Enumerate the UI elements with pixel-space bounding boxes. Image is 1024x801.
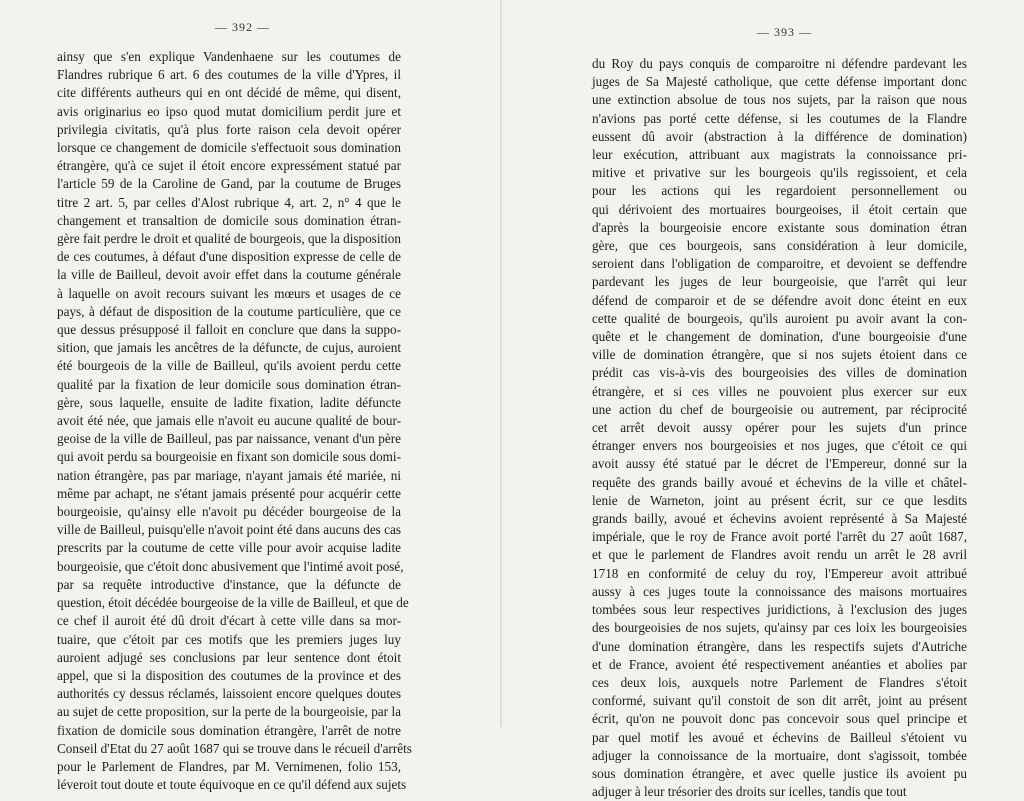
text-line: quête et le changement de domination, d'une bourgeoisie d'une: [592, 329, 967, 345]
text-line: été bourgeois de la ville de Bailleul, qu'ils avoient perdu cette: [57, 358, 401, 374]
text-line: cet arrêt devoit aussy opérer pour les sujets d'un prince: [592, 420, 967, 436]
text-line: fixation de domicile sous domination étrangère, l'arrêt de notre: [57, 722, 401, 738]
text-line: par quel motif les avoué et échevins de Bailleul s'étoient vu: [592, 729, 967, 745]
text-line: requête des grands bailly avoué et échevins de la ville et châtel-: [592, 474, 967, 490]
text-line: étrangère, qu'à ce sujet il étoit encore expressément statué par: [57, 158, 401, 174]
text-line: qui avoit perdu sa bourgeoisie en fixant son domicile sous domi-: [57, 449, 401, 465]
text-line: étrangère, et si ces villes ne pouvoient plus exercer sur eux: [592, 383, 967, 399]
text-line: appel, que si la disposition des coutumes de la province et des: [57, 667, 401, 683]
text-line: à laquelle on avoit recours suivant les mœurs et usages de ce: [57, 285, 401, 301]
text-line: titre 2 art. 5, par celles d'Alost rubrique 4, art. 2, n° 4 que le: [57, 194, 401, 210]
text-line: pour le Parlement de Flandres, par M. Vernimenen, folio 153,: [57, 758, 401, 774]
text-line: gère, que ces bourgeois, sans considération à leur domicile,: [592, 238, 967, 254]
text-line: adjuger à leur trésorier des droits sur icelles, tandis que tout: [592, 784, 907, 800]
text-line: ce chef il auroit été dû droit d'écart à cette ville dans sa mor-: [57, 613, 401, 629]
text-line: 1718 en conformité de celuy du roy, l'Empereur avoit attribué: [592, 565, 967, 581]
text-line: gère, sous laquelle, ensuite de ladite fixation, ladite défuncte: [57, 394, 401, 410]
text-line: geoise de la ville de Bailleul, pas par naissance, venant d'un père: [57, 431, 401, 447]
text-line: ville de domination étrangère, que si nos sujets étoient dans ce: [592, 347, 967, 363]
text-line: bourgeoisie, que c'étoit donc abusivement que l'intimé avoit posé,: [57, 558, 404, 574]
text-line: des bourgeoisies de nos sujets, qu'ainsy par ces loix les bourgeoisies: [592, 620, 967, 636]
text-line: impériale, que le roy de France avoit porté l'arrêt du 27 août 1687,: [592, 529, 967, 545]
text-line: leur exécution, attribuant aux magistrats la connoissance pri-: [592, 147, 967, 163]
text-line: pardevant les juges de leur bourgeoisie, que l'arrêt qui leur: [592, 274, 967, 290]
text-line: ville de Bailleul, puisqu'elle n'avoit point été dans aucuns des cas: [57, 522, 401, 538]
text-line: et que le parlement de Flandres avoit rendu un arrêt le 28 avril: [592, 547, 967, 563]
text-line: question, étoit décédée bourgeoise de la ville de Bailleul, et que de: [57, 595, 409, 611]
text-line: sition, que jamais les ancêtres de la défuncte, de cujus, auroient: [57, 340, 401, 356]
text-line: grands bailly, avoué et échevins avoient représenté à Sa Majesté: [592, 511, 967, 527]
text-line: Flandres rubrique 6 art. 6 des coutumes de la ville d'Ypres, il: [57, 67, 401, 83]
text-line: bourgeoisie, qu'ainsy elle n'avoit pu décéder bourgeoise de la: [57, 504, 401, 520]
text-line: privilegia civitatis, qu'à plus forte raison cela devoit opérer: [57, 121, 401, 137]
text-line: d'après la bourgeoisie encore existante sous domination étran: [592, 219, 967, 235]
text-line: du Roy du pays conquis de comparoitre ni défendre pardevant les: [592, 56, 967, 71]
text-line: aussy à ces juges toute la connoissance des maisons mortuaires: [592, 583, 967, 599]
text-line: une action du chef de bourgeoisie ou autrement, par réciprocité: [592, 401, 967, 417]
text-line: écrit, qu'on ne pouvoit donc pas concevoir sous quel principe et: [592, 711, 967, 727]
text-line: avoit été née, que jamais elle n'avoit eu aucune qualité de bour-: [57, 413, 401, 429]
text-line: auroient adjugé ses conclusions par leur sentence dont étoit: [57, 649, 401, 665]
text-line: par sa requête introductive d'instance, que la défuncte de: [57, 576, 401, 592]
text-line: et de France, avoient été respectivement anéanties et abolies par: [592, 656, 967, 672]
right-page-number: — 393 —: [757, 25, 812, 39]
text-line: l'article 59 de la Caroline de Gand, par la coutume de Bruges: [57, 176, 401, 192]
text-line: avis originarius eo ipso quod mutat domicilium perdit jure et: [57, 103, 401, 119]
text-line: prédit cas vis-à-vis des bourgeoisies des villes de domination: [592, 365, 967, 381]
text-line: prescrits par la coutume de cette ville pour avoir acquise ladite: [57, 540, 401, 556]
text-line: adjuger la connoissance de la mortuaire, dont s'agissoit, tombée: [592, 747, 967, 763]
text-line: qualité par la fixation de leur domicile sous domination étran-: [57, 376, 401, 392]
right-page: [502, 0, 1024, 800]
left-page-number: — 392 —: [215, 20, 270, 34]
right-page-text: [592, 55, 967, 801]
text-line: cite différents autheurs qui en ont décidé de même, qui disent,: [57, 85, 401, 101]
text-line: au sujet de cette proposition, sur la perte de la bourgeoisie, par la: [57, 704, 401, 720]
text-line: eussent dû avoir (abstraction à la différence de domination): [592, 128, 967, 144]
text-line: pour les actions qui les regardoient personnellement ou: [592, 183, 967, 199]
left-page-text: [57, 48, 412, 794]
text-line: étranger envers nos bourgeoisies et nos juges, que c'étoit ce qui: [592, 438, 967, 454]
text-line: la ville de Bailleul, devoit avoir effet dans la coutume générale: [57, 267, 401, 283]
text-line: seroient dans l'obligation de comparoitre, et devoient se deffendre: [592, 256, 967, 272]
text-line: une extinction absolue de tous nos sujets, par la raison que nous: [592, 92, 967, 108]
text-line: tuaire, que c'étoit par ces motifs que les premiers juges luy: [57, 631, 401, 647]
text-line: authorités cy dessus réclamés, laissoient encore quelques doutes: [57, 686, 401, 702]
text-line: défend de comparoir et de se défendre avoit donc éteint en eux: [592, 292, 967, 308]
text-line: nation étrangère, pas par mariage, n'ayant jamais été mariée, ni: [57, 467, 401, 483]
text-line: changement et transaltion de domicile sous domination étran-: [57, 212, 401, 228]
text-line: juges de Sa Majesté catholique, que cette défense important donc: [592, 74, 967, 90]
text-line: que dessus présupposé il falloit en conclure que dans la suppo-: [57, 322, 401, 338]
text-line: lorsque ce changement de domicile s'effectuoit sous domination: [57, 140, 401, 156]
text-line: lenie de Warneton, joint au présent écrit, sur ce que lesdits: [592, 492, 967, 508]
text-line: qui dérivoient des mortuaires bourgeoises, il étoit certain que: [592, 201, 967, 217]
text-line: n'avions pas porté cette défense, si les coutumes de la Flandre: [592, 110, 967, 126]
left-page: [0, 0, 500, 793]
text-line: d'une domination étrangère, dans les respectifs sujets d'Autriche: [592, 638, 967, 654]
text-line: ces deux lois, auxquels notre Parlement de Flandres s'étoit: [592, 674, 967, 690]
text-line: conformé, suivant qu'il constoit de son dit arrêt, joint au présent: [592, 693, 967, 709]
text-line: mitive et privative sur les bourgeois qu'ils regissoient, et cela: [592, 165, 967, 181]
text-line: de ces coutumes, à défaut d'une disposition expresse de celle de: [57, 249, 401, 265]
text-line: avoit aussy été statué par le décret de l'Empereur, donné sur la: [592, 456, 967, 472]
text-line: léveroit tout doute et toute équivoque en ce qu'il défend aux sujets: [57, 777, 407, 793]
text-line: tombées sous leur respectives juridictions, à l'exclusion des juges: [592, 602, 967, 618]
text-line: sous domination étrangère, et avec quelle justice ils avoient pu: [592, 765, 967, 781]
text-line: gère fait perdre le droit et qualité de bourgeois, que la disposition: [57, 231, 401, 247]
text-line: cette qualité de bourgeois, qu'ils auroient pu avoir avant la con-: [592, 310, 967, 326]
text-line: pays, à défaut de disposition de la coutume particulière, que ce: [57, 303, 401, 319]
text-line: même par achapt, ne s'étant jamais présenté pour acquérir cette: [57, 485, 401, 501]
text-line: ainsy que s'en explique Vandenhaene sur les coutumes de: [57, 49, 401, 64]
text-line: Conseil d'Etat du 27 août 1687 qui se trouve dans le récueil d'arrêts: [57, 740, 412, 756]
